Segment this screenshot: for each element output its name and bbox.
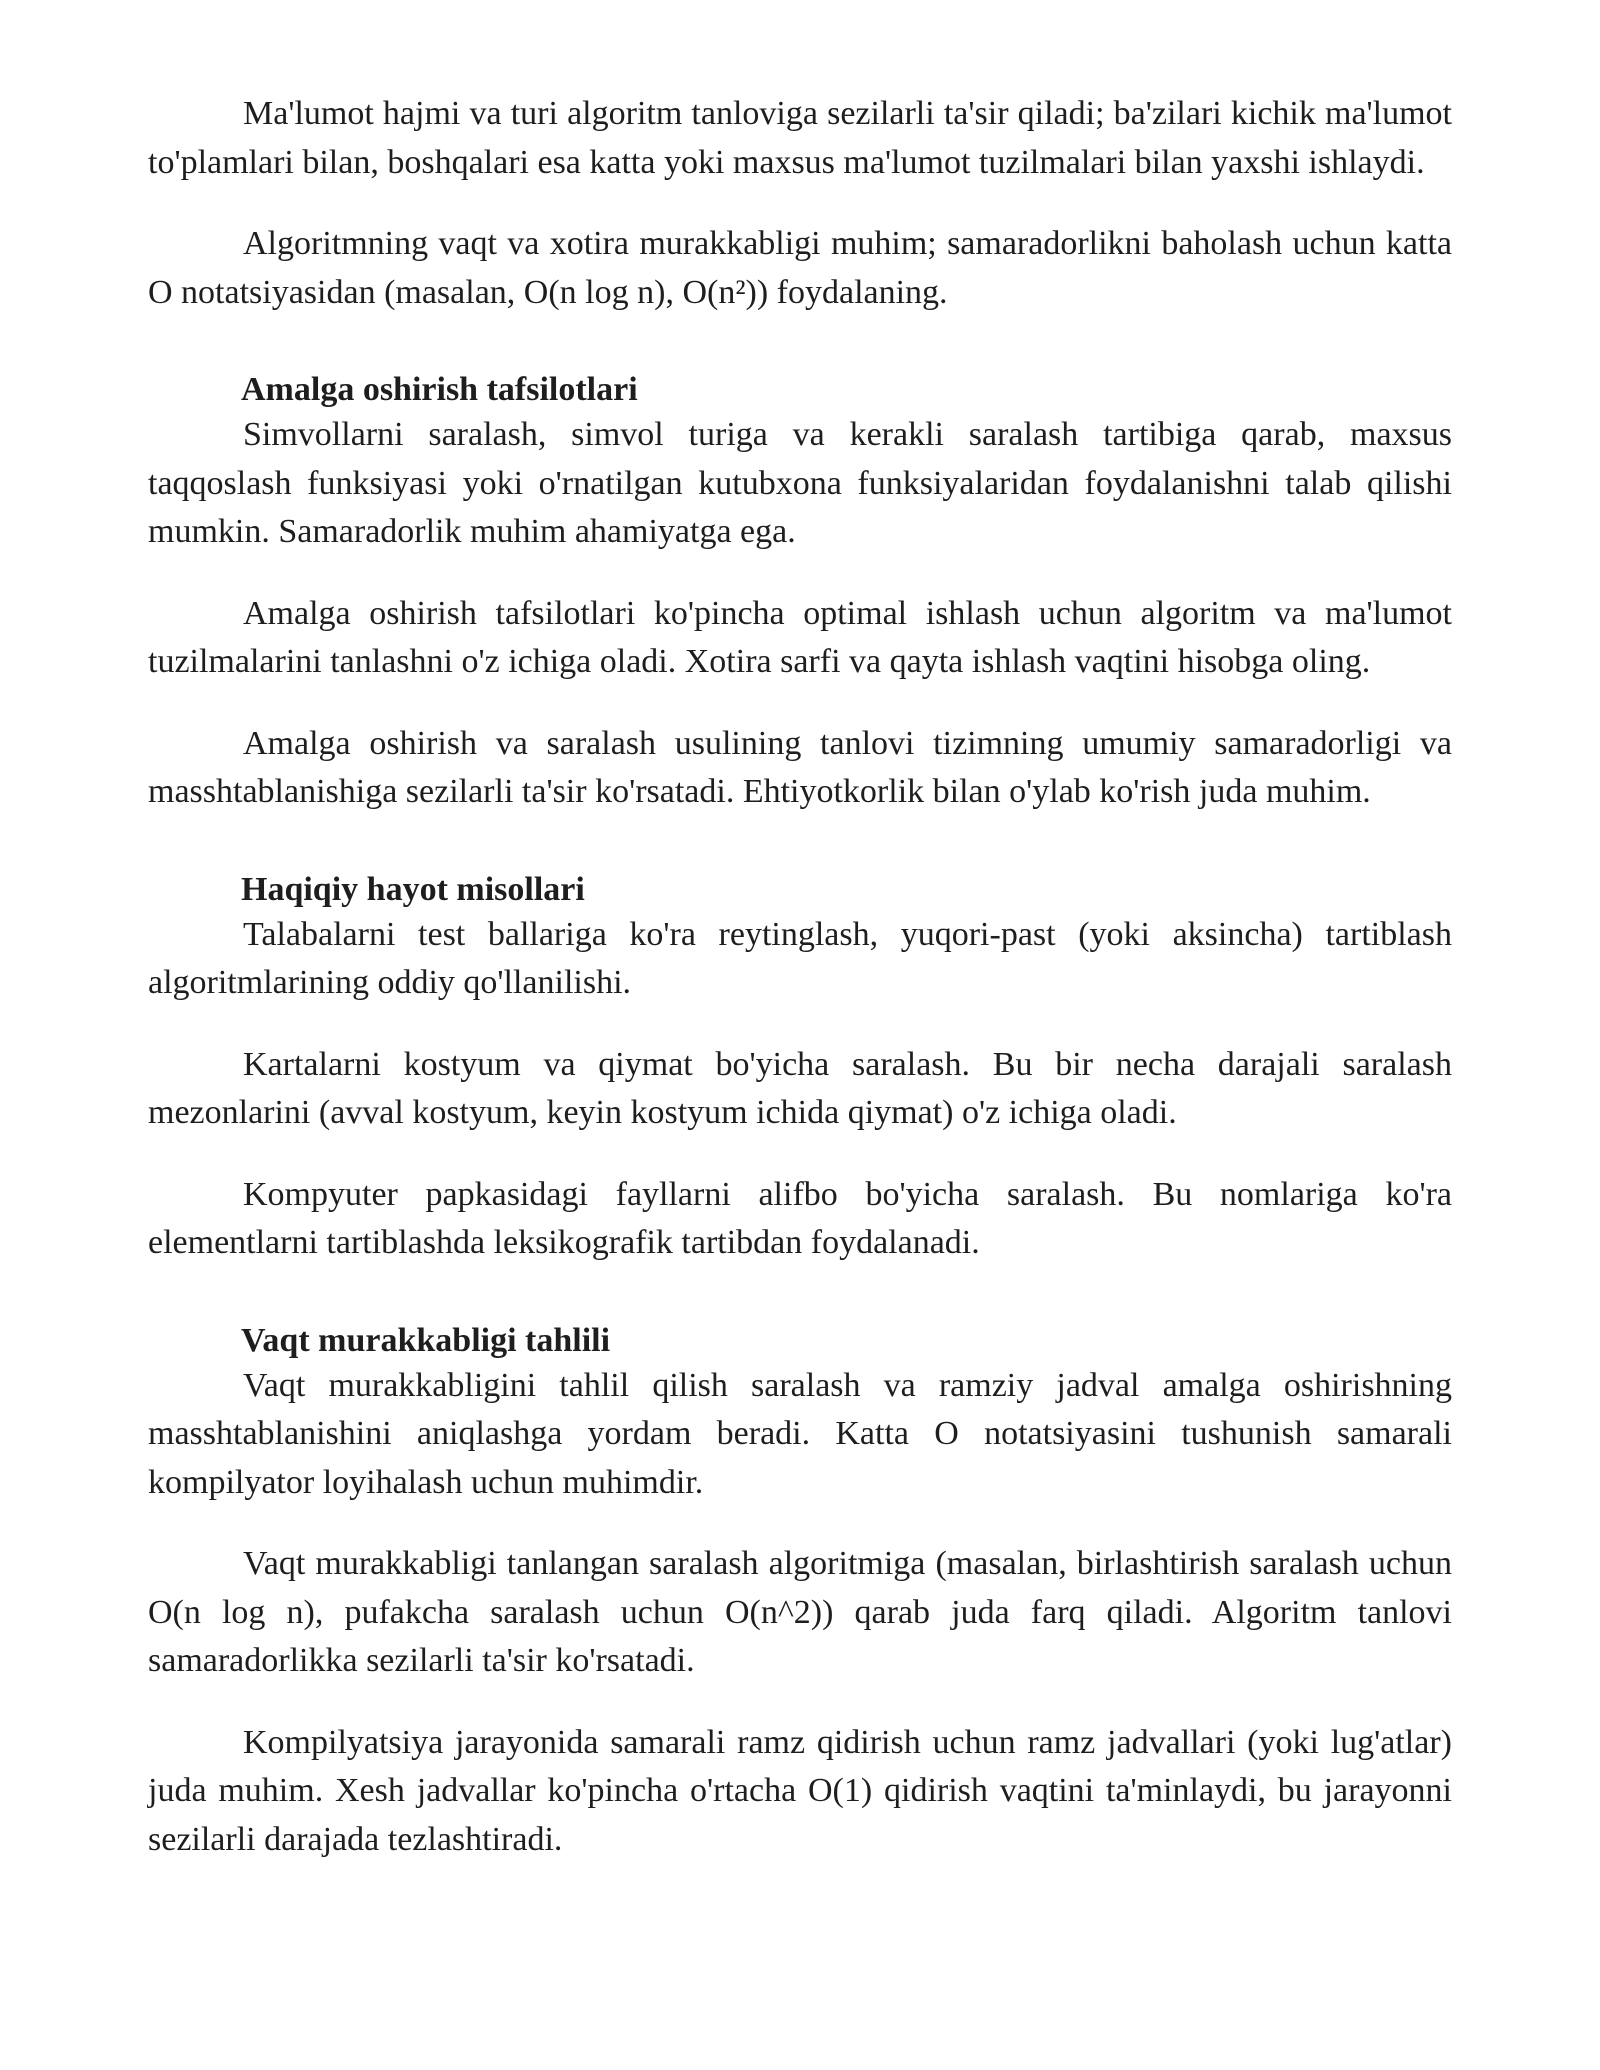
document-page xyxy=(148,90,1452,1897)
section-heading: Amalga oshirish tafsilotlari xyxy=(241,371,638,408)
paragraph: Ma'lumot hajmi va turi algoritm tanloviga sezilarli ta'sir qiladi; ba'zilari kichik ma'lumot to'plamlari bilan, boshqalari esa katta yoki maxsus ma'lumot tuzilmalari bilan yaxshi ishlaydi. xyxy=(148,95,1452,181)
paragraph: Kompilyatsiya jarayonida samarali ramz qidirish uchun ramz jadvallari (yoki lug'atlar) juda muhim. Xesh jadvallar ko'pincha o'rtacha O(1) qidirish vaqtini ta'minlaydi, bu jarayonni sezilarli darajada tezlashtiradi. xyxy=(148,1723,1452,1858)
paragraph: Talabalarni test ballariga ko'ra reytinglash, yuqori-past (yoki aksincha) tartiblash algoritmlarining oddiy qo'llanilishi. xyxy=(148,915,1452,1001)
paragraph: Amalga oshirish va saralash usulining tanlovi tizimning umumiy samaradorligi va masshtablanishiga sezilarli ta'sir ko'rsatadi. Ehtiyotkorlik bilan o'ylab ko'rish juda muhim. xyxy=(148,724,1452,810)
paragraph: Kartalarni kostyum va qiymat bo'yicha saralash. Bu bir necha darajali saralash mezonlarini (avval kostyum, keyin kostyum ichida qiymat) o'z ichiga oladi. xyxy=(148,1045,1452,1131)
paragraph: Algoritmning vaqt va xotira murakkabligi muhim; samaradorlikni baholash uchun katta O notatsiyasidan (masalan, O(n log n), O(n²)) foydalaning. xyxy=(148,225,1452,311)
section-heading: Haqiqiy hayot misollari xyxy=(241,870,585,908)
paragraph: Vaqt murakkabligini tahlil qilish saralash va ramziy jadval amalga oshirishning masshtablanishini aniqlashga yordam beradi. Katta O notatsiyasini tushunish samarali kompilyator loyihalash uchun muhimdir. xyxy=(148,1366,1452,1501)
paragraph: Simvollarni saralash, simvol turiga va kerakli saralash tartibiga qarab, maxsus taqqoslash funksiyasi yoki o'rnatilgan kutubxona funksiyalaridan foydalanishni talab qilishi mumkin. Samaradorlik muhim ahamiyatga ega. xyxy=(148,416,1452,550)
paragraph: Vaqt murakkabligi tanlangan saralash algoritmiga (masalan, birlashtirish saralash uchun O(n log n), pufakcha saralash uchun O(n^2)) qarab juda farq qiladi. Algoritm tanlovi samaradorlikka sezilarli ta'sir ko'rsatadi. xyxy=(148,1545,1452,1679)
section-heading: Vaqt murakkabligi tahlili xyxy=(241,1321,611,1359)
paragraph: Amalga oshirish tafsilotlari ko'pincha optimal ishlash uchun algoritm va ma'lumot tuzilmalarini tanlashni o'z ichiga oladi. Xotira sarfi va qayta ishlash vaqtini hisobga oling. xyxy=(148,594,1452,680)
paragraph: Kompyuter papkasidagi fayllarni alifbo bo'yicha saralash. Bu nomlariga ko'ra elementlarni tartiblashda leksikografik tartibdan foydalanadi. xyxy=(148,1175,1452,1261)
